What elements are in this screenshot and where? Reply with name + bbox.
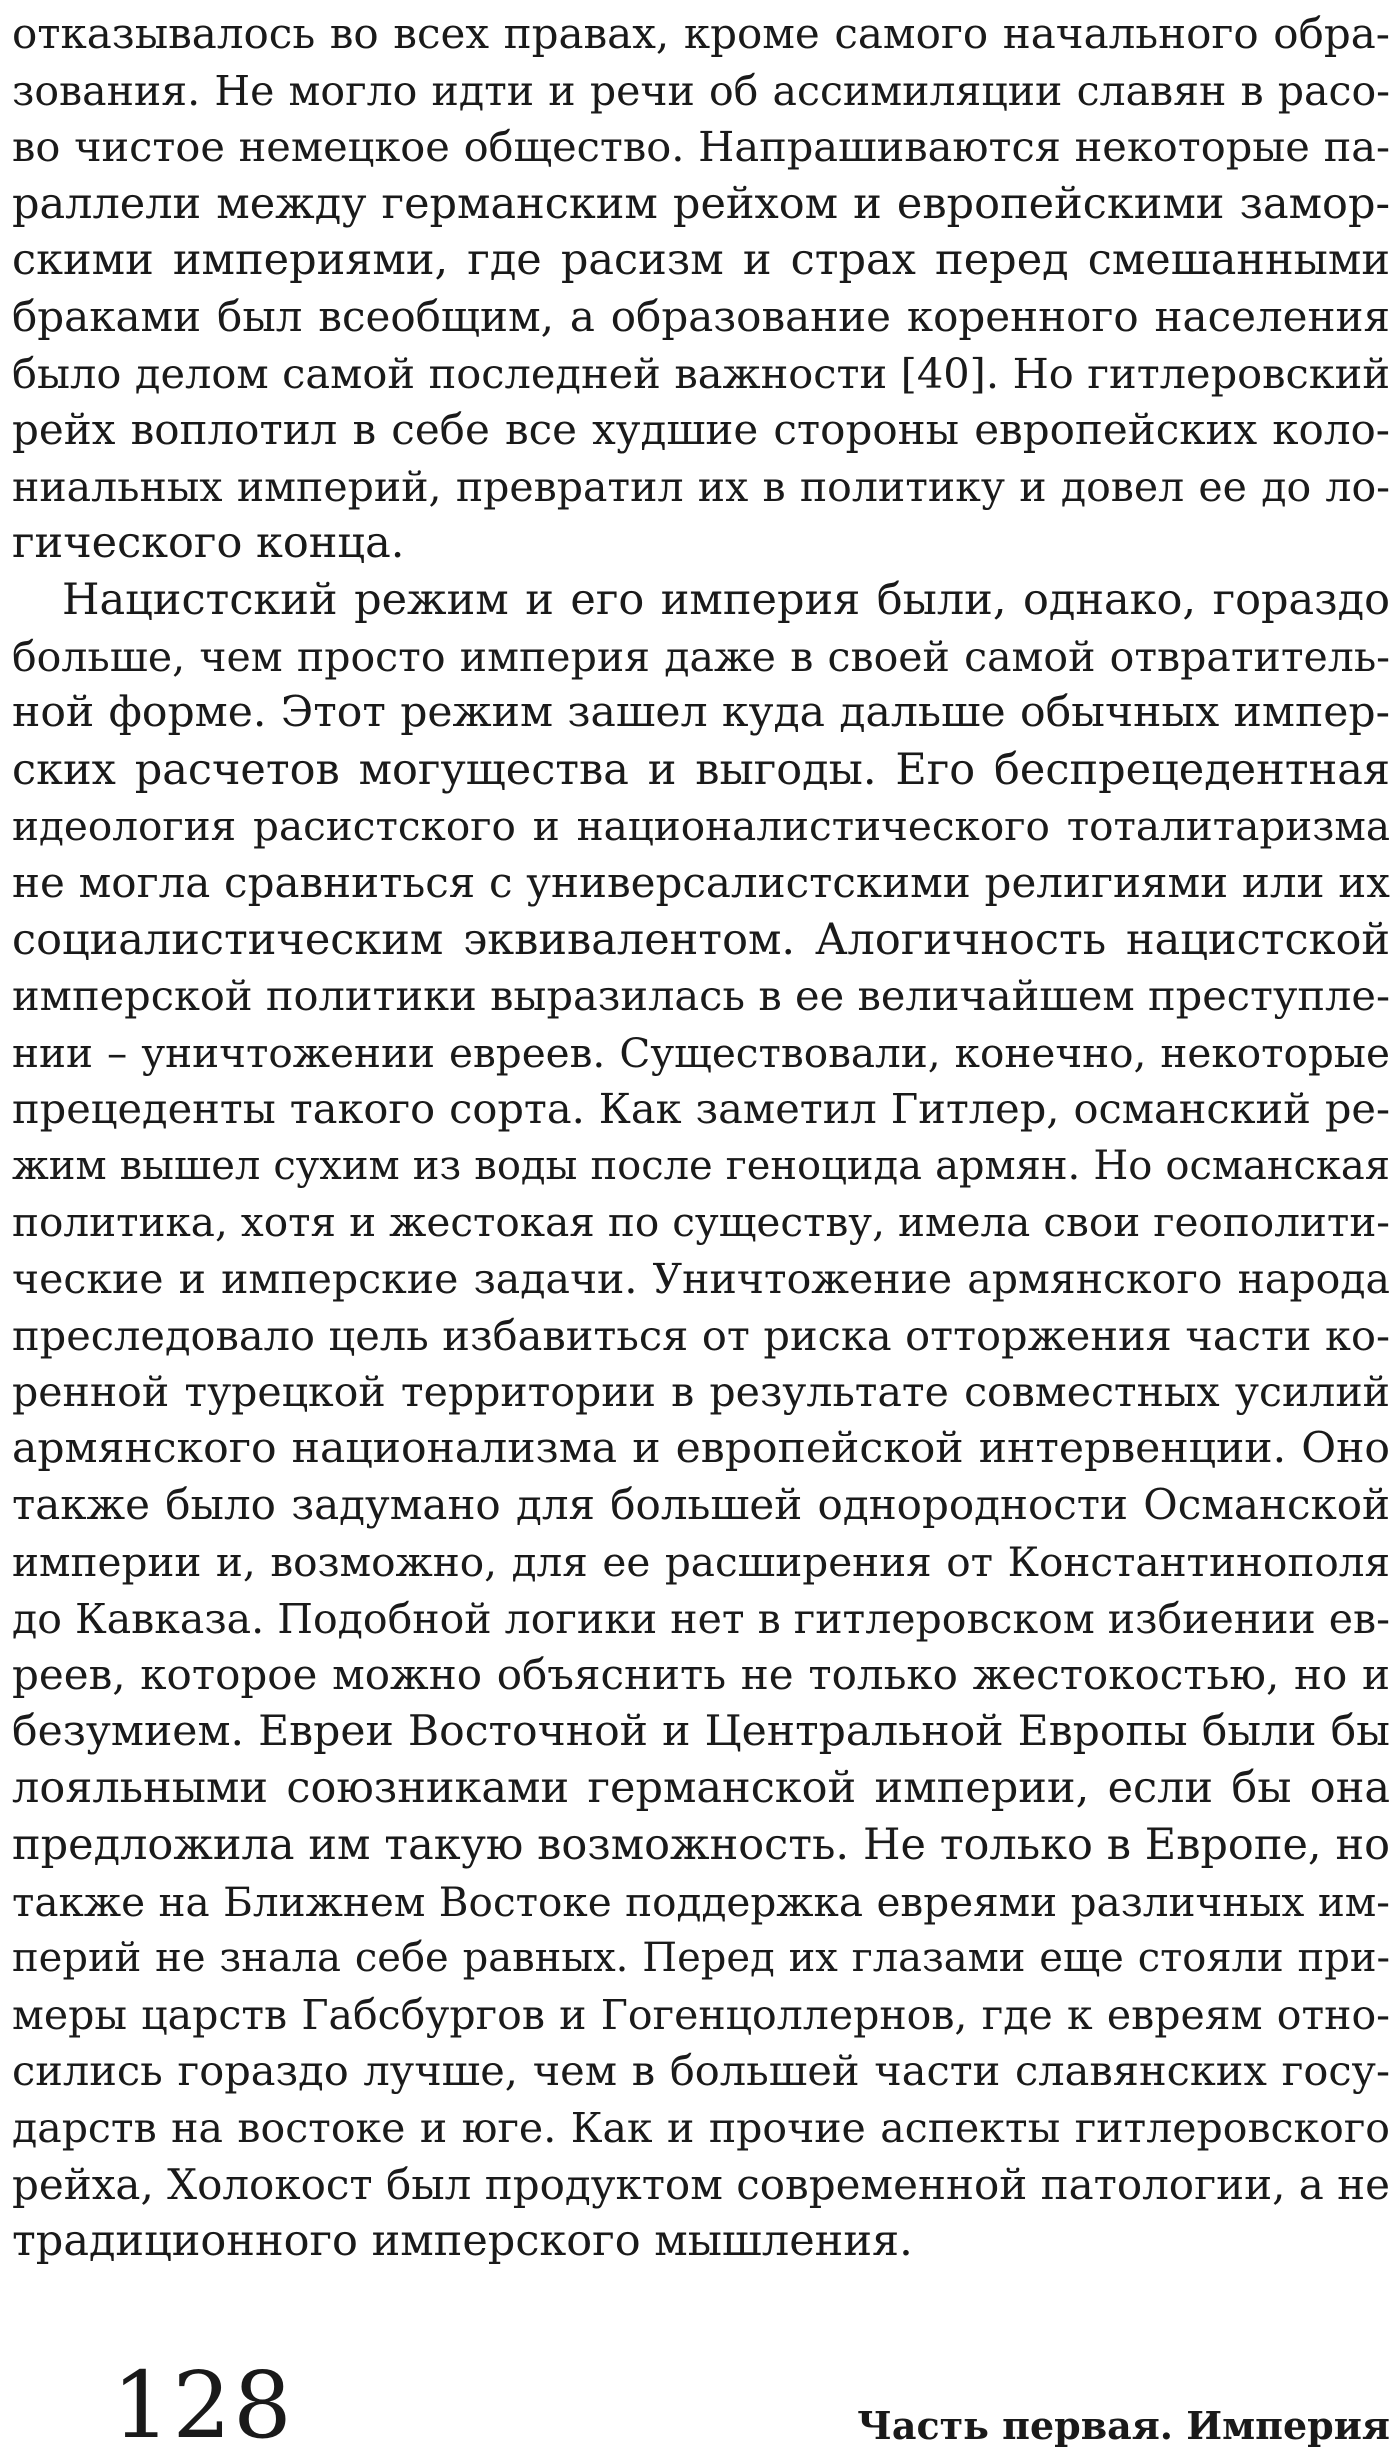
text-line: ниальных империй, превратил их в политику и довел ее до ло- [12,462,1390,511]
text-line: было делом самой последней важности [40]. Но гитлеровский [12,348,1390,398]
text-line: империи и, возможно, для ее расширения от Константинополя [12,1538,1390,1587]
text-line: лояльными союзниками германской империи, если бы она [12,1763,1390,1814]
paragraph-end-line: традиционного имперского мышления. [12,2216,913,2267]
text-line: перий не знала себе равных. Перед их глазами еще стояли при- [12,1935,1390,1982]
text-line: рейха, Холокост был продуктом современной патологии, а не [12,2159,1390,2209]
text-line: раллели между германским рейхом и европейскими замор- [12,178,1390,229]
text-line: до Кавказа. Подобной логики нет в гитлеровском избиении ев- [12,1594,1390,1643]
text-line: также было задумано для большей однородности Османской [12,1480,1390,1530]
text-line: отказывалось во всех правах, кроме самого начального обра- [12,9,1390,58]
text-line: во чистое немецкое общество. Напрашиваются некоторые па- [12,122,1390,172]
page-number: 128 [112,2352,294,2459]
body-text [12,6,1390,2270]
text-line: армянского национализма и европейской интервенции. Оно [12,1423,1390,1473]
text-line: нии – уничтожении евреев. Существовали, конечно, некоторые [12,1028,1390,1077]
paragraph-end-line: гического конца. [12,518,405,569]
running-head: Часть первая. Империя [857,2403,1390,2448]
text-line: не могла сравниться с универсалистскими религиями или их [12,857,1390,907]
text-line: ских расчетов могущества и выгоды. Его беспрецедентная [12,744,1390,795]
text-line: прецеденты такого сорта. Как заметил Гитлер, османский ре- [12,1084,1390,1134]
text-line: безумием. Евреи Восточной и Центральной Европы были бы [12,1706,1390,1756]
text-line: меры царств Габсбургов и Гогенцоллернов, где к евреям отно- [12,1990,1390,2039]
text-line: жим вышел сухим из воды после геноцида армян. Но османская [12,1142,1390,1189]
text-line: дарств на востоке и юге. Как и прочие аспекты гитлеровского [12,2103,1390,2152]
text-line: ческие и имперские задачи. Уничтожение армянского народа [12,1255,1390,1304]
text-line: сились гораздо лучше, чем в большей части славянских госу- [12,2046,1390,2096]
text-line: больше, чем просто империя даже в своей самой отвратитель- [12,632,1390,681]
text-line: также на Ближнем Востоке поддержка евреями различных им- [12,1877,1390,1926]
text-line: браками был всеобщим, а образование коренного населения [12,291,1390,341]
text-line: имперской политики выразилась в ее величайшем преступле- [12,971,1390,1021]
text-line: политика, хотя и жестокая по существу, имела свои геополити- [12,1198,1390,1247]
text-line: рейх воплотил в себе все худшие стороны европейских коло- [12,405,1390,455]
page-footer [0,2352,1398,2459]
text-line: скими империями, где расизм и страх перед смешанными [12,235,1390,286]
text-line: предложила им такую возможность. Не только в Европе, но [12,1820,1390,1870]
paragraph-start-line: Нацистский режим и его империя были, однако, гораздо [62,574,1390,625]
text-line: ренной турецкой территории в результате совместных усилий [12,1368,1390,1417]
text-line: ной форме. Этот режим зашел куда дальше обычных импер- [12,688,1390,738]
text-line: зования. Не могло идти и речи об ассимиляции славян в расо- [12,66,1390,115]
text-line: преследовало цель избавиться от риска отторжения части ко- [12,1310,1390,1360]
text-line: реев, которое можно объяснить не только жестокостью, но и [12,1650,1390,1700]
text-line: социалистическим эквивалентом. Алогичность нацистской [12,914,1390,965]
text-line: идеология расистского и националистического тоталитаризма [12,802,1390,851]
